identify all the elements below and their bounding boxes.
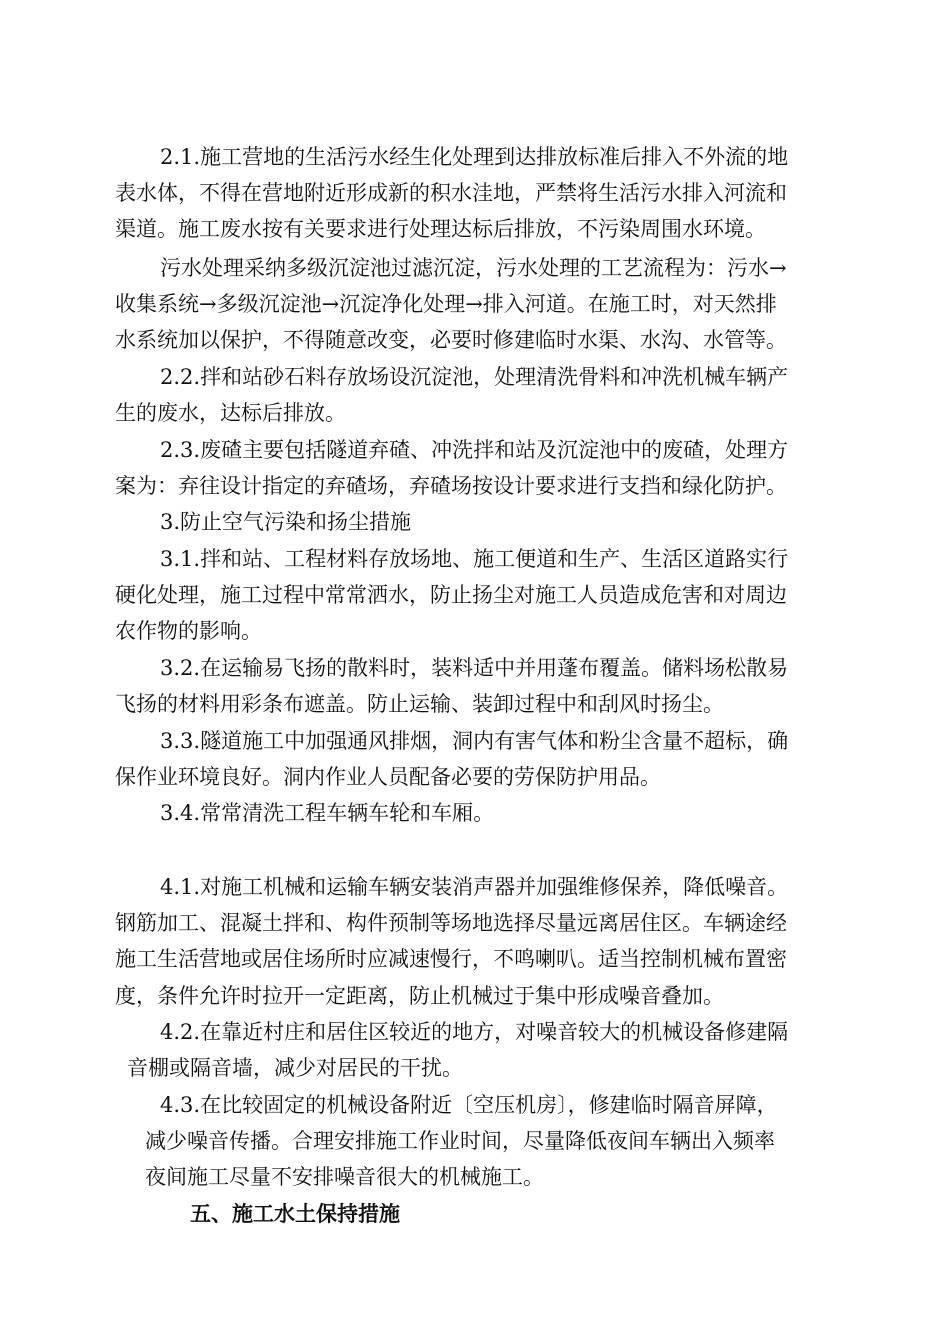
para-4-3-line-3: 夜间施工尽量不安排噪音很大的机械施工。	[145, 1165, 544, 1189]
para-2-1-line-2: 表水体，不得在营地附近形成新的积水洼地，严禁将生活污水排入河流和	[115, 181, 787, 205]
para-3-1-line-3: 农作物的影响。	[115, 619, 262, 643]
para-3-1-line-2: 硬化处理，施工过程中常常洒水，防止扬尘对施工人员造成危害和对周边	[115, 583, 787, 607]
para-4-1-line-2: 钢筋加工、混凝土拌和、构件预制等场地选择尽量远离居住区。车辆途经	[115, 911, 787, 935]
para-2-1-line-1: 2.1.施工营地的生活污水经生化处理到达排放标准后排入不外流的地	[160, 145, 789, 169]
para-2-3-line-2: 案为：弃往设计指定的弃碴场，弃碴场按设计要求进行支挡和绿化防护。	[115, 474, 787, 498]
para-3-4-line-1: 3.4.常常清洗工程车辆车轮和车厢。	[160, 801, 495, 825]
para-4-3-line-1: 4.3.在比较固定的机械设备附近〔空压机房〕，修建临时隔音屏障，	[160, 1093, 778, 1117]
para-4-1-line-4: 度，条件允许时拉开一定距离，防止机械过于集中形成噪音叠加。	[115, 984, 724, 1008]
para-2-1-line-3: 渠道。施工废水按有关要求进行处理达标后排放，不污染周围水环境。	[115, 217, 766, 241]
para-sewage-line-1: 污水处理采纳多级沉淀池过滤沉淀，污水处理的工艺流程为：污水→	[160, 256, 787, 280]
para-3-3-line-2: 保作业环境良好。洞内作业人员配备必要的劳保防护用品。	[115, 765, 661, 789]
para-2-2-line-1: 2.2.拌和站砂石料存放场设沉淀池，处理清洗骨料和冲洗机械车辆产	[160, 365, 789, 389]
para-4-1-line-3: 施工生活营地或居住场所时应减速慢行，不鸣喇叭。适当控制机械布置密	[115, 947, 787, 971]
para-3-3-line-1: 3.3.隧道施工中加强通风排烟，洞内有害气体和粉尘含量不超标，确	[160, 729, 789, 753]
para-4-1-line-1: 4.1.对施工机械和运输车辆安装消声器并加强维修保养，降低噪音。	[160, 875, 789, 899]
section-5-heading: 五、施工水土保持措施	[190, 1201, 400, 1226]
para-2-2-line-2: 生的废水，达标后排放。	[115, 401, 346, 425]
para-4-3-line-2: 减少噪音传播。合理安排施工作业时间，尽量降低夜间车辆出入频率	[145, 1129, 775, 1153]
section-3-title: 3.防止空气污染和扬尘措施	[160, 510, 412, 534]
para-sewage-line-3: 水系统加以保护，不得随意改变，必要时修建临时水渠、水沟、水管等。	[115, 328, 787, 352]
para-4-2-line-2: 音棚或隔音墙，减少对居民的干扰。	[127, 1056, 463, 1080]
para-2-3-line-1: 2.3.废碴主要包括隧道弃碴、冲洗拌和站及沉淀池中的废碴，处理方	[160, 438, 789, 462]
para-4-2-line-1: 4.2.在靠近村庄和居住区较近的地方，对噪音较大的机械设备修建隔	[160, 1020, 789, 1044]
para-sewage-line-2: 收集系统→多级沉淀池→沉淀净化处理→排入河道。在施工时，对天然排	[115, 292, 777, 316]
para-3-1-line-1: 3.1.拌和站、工程材料存放场地、施工便道和生产、生活区道路实行	[160, 547, 789, 571]
para-3-2-line-1: 3.2.在运输易飞扬的散料时，装料适中并用蓬布覆盖。储料场松散易	[160, 656, 789, 680]
para-3-2-line-2: 飞扬的材料用彩条布遮盖。防止运输、装卸过程中和刮风时扬尘。	[115, 692, 724, 716]
